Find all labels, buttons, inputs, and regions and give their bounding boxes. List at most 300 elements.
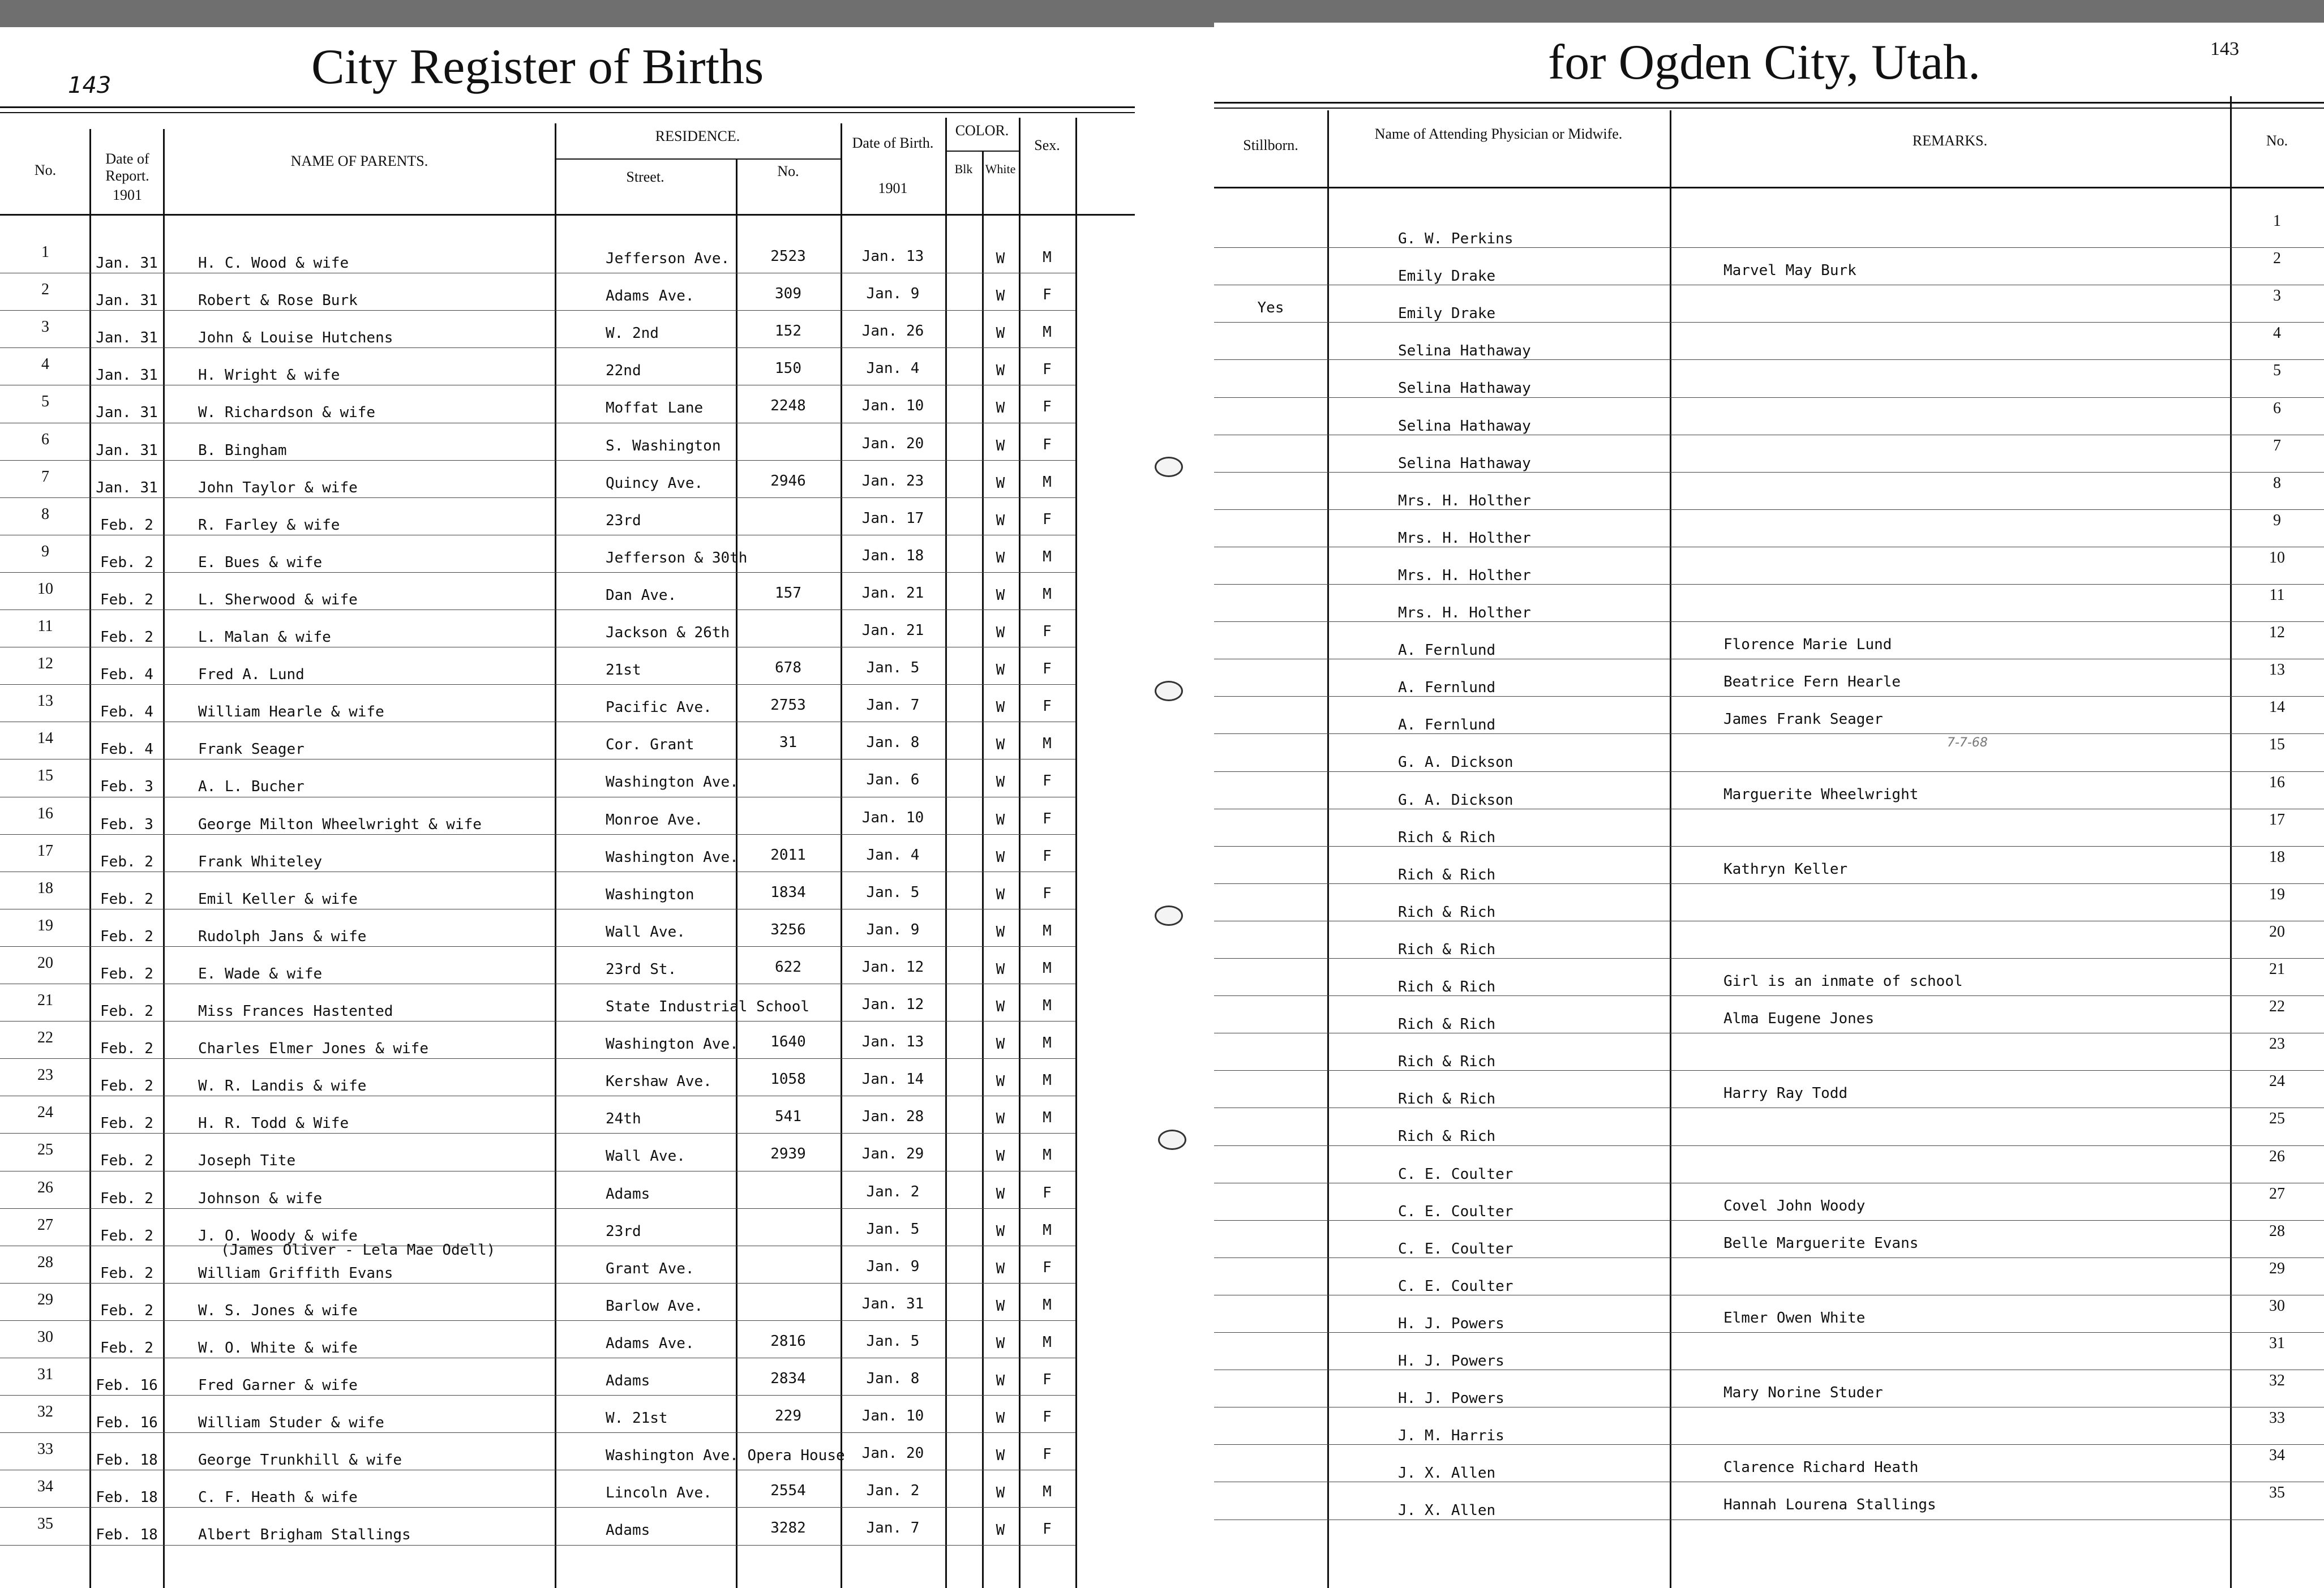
remarks: James Frank Seager: [1723, 711, 1883, 728]
residence-street: 23rd St.: [606, 960, 677, 978]
right-row-number: 10: [2269, 548, 2285, 566]
parents-name: W. O. White & wife: [198, 1339, 358, 1357]
residence-street: Adams: [606, 1522, 650, 1539]
attending-physician: Selina Hathaway: [1398, 454, 1531, 472]
color-white: W: [996, 512, 1005, 529]
birth-date: Jan. 20: [861, 435, 924, 452]
birth-date: Jan. 26: [861, 323, 924, 340]
row-number: 6: [41, 430, 49, 448]
remarks: Elmer Owen White: [1723, 1309, 1866, 1327]
birth-date: Jan. 13: [861, 248, 924, 265]
row-divider: [0, 1208, 1075, 1209]
right-row-number: 29: [2269, 1259, 2285, 1277]
pencil-note: 7-7-68: [1947, 736, 1988, 750]
residence-street: Monroe Ave.: [606, 811, 704, 829]
report-date: Feb. 2: [100, 1227, 153, 1244]
report-date: Jan. 31: [96, 479, 158, 496]
residence-street: Cor. Grant: [606, 736, 694, 754]
row-divider: [0, 1432, 1075, 1433]
attending-physician: A. Fernlund: [1398, 642, 1496, 659]
sex: M: [1043, 735, 1052, 753]
birth-date: Jan. 5: [866, 1220, 920, 1238]
sex: F: [1043, 1184, 1052, 1201]
birth-date: Jan. 5: [866, 1332, 920, 1350]
sex: M: [1043, 1333, 1052, 1351]
sex: M: [1043, 324, 1052, 341]
parents-name: Johnson & wife: [198, 1190, 323, 1207]
birth-date: Jan. 18: [861, 547, 924, 564]
birth-date: Jan. 7: [866, 1520, 920, 1537]
residence-number: 31: [779, 734, 797, 752]
right-row-number: 15: [2269, 736, 2285, 754]
report-date: Feb. 2: [100, 1078, 153, 1095]
residence-street: Dan Ave.: [606, 586, 677, 604]
parents-name: E. Bues & wife: [198, 553, 323, 571]
row-divider: [1214, 397, 2324, 398]
parents-name: R. Farley & wife: [198, 516, 340, 534]
color-white: W: [996, 1036, 1005, 1053]
row-number: 16: [37, 804, 53, 822]
parents-name: John Taylor & wife: [198, 479, 358, 496]
sex: M: [1043, 1221, 1052, 1239]
row-divider: [1214, 771, 2324, 772]
residence-number: 229: [775, 1407, 801, 1425]
row-number: 9: [41, 542, 49, 560]
row-number: 26: [37, 1178, 53, 1196]
right-header-top-rule: [1214, 102, 2324, 104]
parents-name: J. O. Woody & wife: [198, 1227, 358, 1244]
residence-street: 23rd: [606, 512, 641, 529]
row-number: 2: [41, 281, 49, 299]
residence-number: 2011: [770, 846, 806, 864]
right-header-top-rule-2: [1214, 108, 2324, 109]
report-date: Feb. 4: [100, 741, 153, 758]
attending-physician: H. J. Powers: [1398, 1353, 1504, 1370]
remarks: Florence Marie Lund: [1723, 636, 1892, 654]
residence-number: 1058: [770, 1071, 806, 1088]
sex: F: [1043, 698, 1052, 715]
birth-date: Jan. 14: [861, 1071, 924, 1088]
report-date: Feb. 2: [100, 553, 153, 571]
attending-physician: C. E. Coulter: [1398, 1277, 1513, 1295]
color-white: W: [996, 400, 1005, 417]
parents-name: E. Wade & wife: [198, 965, 323, 982]
report-date: Feb. 4: [100, 666, 153, 684]
residence-number: 1640: [770, 1033, 806, 1051]
color-white: W: [996, 549, 1005, 566]
report-date: Feb. 16: [96, 1414, 158, 1432]
parents-name: Albert Brigham Stallings: [198, 1526, 411, 1544]
sex: F: [1043, 772, 1052, 790]
birth-date: Jan. 4: [866, 846, 920, 864]
report-date: Feb. 2: [100, 928, 153, 945]
parents-name: William Studer & wife: [198, 1414, 384, 1432]
birth-date: Jan. 10: [861, 809, 924, 826]
report-date: Feb. 18: [96, 1452, 158, 1469]
residence-street: 23rd: [606, 1222, 641, 1240]
attending-physician: Rich & Rich: [1398, 866, 1496, 883]
birth-date: Jan. 17: [861, 509, 924, 527]
residence-street: W. 2nd: [606, 325, 659, 342]
report-date: Feb. 18: [96, 1489, 158, 1507]
row-number: 33: [37, 1440, 53, 1458]
residence-street: Washington Ave.: [606, 848, 739, 866]
remarks: Belle Marguerite Evans: [1723, 1234, 1919, 1252]
report-date: Feb. 16: [96, 1377, 158, 1394]
color-white: W: [996, 362, 1005, 380]
color-white: W: [996, 624, 1005, 641]
birth-date: Jan. 9: [866, 285, 920, 303]
sex: F: [1043, 810, 1052, 827]
report-date: Feb. 2: [100, 629, 153, 646]
parents-name: George Milton Wheelwright & wife: [198, 816, 482, 833]
right-row-number: 35: [2269, 1484, 2285, 1502]
right-row-number: 30: [2269, 1297, 2285, 1315]
col-line-9: [1075, 118, 1077, 1588]
right-row-number: 5: [2273, 362, 2281, 380]
row-divider: [1214, 472, 2324, 473]
header-street-no: No.: [777, 163, 799, 179]
row-divider: [0, 1021, 1075, 1022]
right-row-number: 4: [2273, 324, 2281, 342]
attending-physician: G. A. Dickson: [1398, 754, 1513, 771]
parents-name: Frank Whiteley: [198, 853, 323, 870]
row-divider: [1214, 322, 2324, 323]
row-divider: [1214, 733, 2324, 734]
row-divider: [0, 946, 1075, 947]
birth-date: Jan. 5: [866, 659, 920, 677]
right-row-number: 26: [2269, 1147, 2285, 1165]
color-white: W: [996, 250, 1005, 267]
attending-physician: C. E. Coulter: [1398, 1203, 1513, 1220]
parents-annotation: (James Oliver - Lela Mae Odell): [221, 1242, 496, 1259]
row-number: 21: [37, 992, 53, 1009]
residence-street: Wall Ave.: [606, 1148, 685, 1165]
right-row-number: 24: [2269, 1072, 2285, 1091]
header-date-of-report: Date of Report.: [105, 151, 149, 184]
color-white: W: [996, 1447, 1005, 1465]
color-white: W: [996, 325, 1005, 342]
row-number: 11: [37, 617, 53, 635]
residence-street: Jefferson Ave.: [606, 250, 730, 267]
sex: F: [1043, 847, 1052, 865]
residence-street: Jackson & 26th: [606, 624, 730, 641]
color-white: W: [996, 437, 1005, 454]
sex: F: [1043, 436, 1052, 453]
birth-date: Jan. 21: [861, 584, 924, 602]
parents-name: W. R. Landis & wife: [198, 1078, 367, 1095]
row-divider: [1214, 1070, 2324, 1071]
remarks: Covel John Woody: [1723, 1197, 1866, 1214]
sex: M: [1043, 1296, 1052, 1314]
parents-name: Frank Seager: [198, 741, 305, 758]
parents-name: William Hearle & wife: [198, 703, 384, 721]
right-row-number: 14: [2269, 698, 2285, 716]
sex: F: [1043, 361, 1052, 379]
row-divider: [0, 572, 1075, 573]
right-header-bottom-rule: [1214, 187, 2324, 188]
remarks: Mary Norine Studer: [1723, 1384, 1883, 1402]
row-number: 22: [37, 1029, 53, 1047]
residence-street: Adams Ave.: [606, 287, 694, 305]
attending-physician: Rich & Rich: [1398, 941, 1496, 958]
residence-number: 622: [775, 958, 801, 976]
row-divider: [0, 834, 1075, 835]
right-col-line-3: [2230, 96, 2232, 1588]
birth-date: Jan. 5: [866, 883, 920, 901]
sex: M: [1043, 1147, 1052, 1164]
report-date: Feb. 2: [100, 1152, 153, 1170]
header-stillborn: Stillborn.: [1243, 137, 1298, 153]
residence-street: Adams: [606, 1372, 650, 1389]
parents-name: B. Bingham: [198, 441, 287, 459]
color-white: W: [996, 1073, 1005, 1091]
remarks: Marguerite Wheelwright: [1723, 786, 1919, 803]
row-divider: [1214, 883, 2324, 884]
right-row-number: 25: [2269, 1110, 2285, 1128]
residence-street: Washington: [606, 886, 694, 903]
parents-name: W. S. Jones & wife: [198, 1302, 358, 1319]
header-color: COLOR.: [955, 122, 1009, 139]
remarks: Beatrice Fern Hearle: [1723, 673, 1901, 691]
parents-name: A. L. Bucher: [198, 778, 305, 796]
row-number: 35: [37, 1515, 53, 1533]
birth-date: Jan. 9: [866, 1257, 920, 1275]
color-white: W: [996, 1260, 1005, 1277]
sex: M: [1043, 249, 1052, 266]
residence-number: 152: [775, 323, 801, 340]
right-row-number: 33: [2269, 1409, 2285, 1427]
residence-street: Grant Ave.: [606, 1260, 694, 1277]
residence-number: 150: [775, 360, 801, 377]
attending-physician: Emily Drake: [1398, 305, 1496, 323]
attending-physician: G. A. Dickson: [1398, 791, 1513, 809]
color-white: W: [996, 1297, 1005, 1315]
remarks: Kathryn Keller: [1723, 860, 1848, 878]
row-divider: [0, 310, 1075, 311]
birth-date: Jan. 23: [861, 472, 924, 490]
birth-date: Jan. 28: [861, 1108, 924, 1126]
parents-name: C. F. Heath & wife: [198, 1489, 358, 1507]
row-number: 13: [37, 692, 53, 710]
residence-number: 309: [775, 285, 801, 303]
right-row-number: 27: [2269, 1184, 2285, 1203]
attending-physician: J. M. Harris: [1398, 1427, 1504, 1445]
report-date: Jan. 31: [96, 329, 158, 347]
row-divider: [1214, 958, 2324, 959]
color-white: W: [996, 586, 1005, 604]
residence-street: State Industrial School: [606, 998, 810, 1015]
row-divider: [1214, 1220, 2324, 1221]
birth-date: Jan. 12: [861, 996, 924, 1013]
parents-name: L. Malan & wife: [198, 629, 331, 646]
remarks: Clarence Richard Heath: [1723, 1459, 1919, 1477]
binder-hole: [1155, 905, 1183, 926]
row-divider: [1214, 1145, 2324, 1146]
report-date: Feb. 2: [100, 853, 153, 870]
residence-number: 2753: [770, 697, 806, 714]
color-white: W: [996, 1410, 1005, 1427]
attending-physician: C. E. Coulter: [1398, 1240, 1513, 1257]
report-date: Feb. 2: [100, 516, 153, 534]
parents-name: Emil Keller & wife: [198, 890, 358, 908]
parents-name: W. Richardson & wife: [198, 404, 376, 422]
sex: M: [1043, 922, 1052, 939]
right-row-number: 28: [2269, 1222, 2285, 1240]
header-remarks: REMARKS.: [1912, 132, 1988, 149]
residence-number: 2946: [770, 472, 806, 490]
birth-date: Jan. 10: [861, 397, 924, 415]
parents-name: H. C. Wood & wife: [198, 255, 349, 272]
row-divider: [0, 1283, 1075, 1284]
report-date: Feb. 2: [100, 1339, 153, 1357]
row-number: 15: [37, 767, 53, 785]
right-row-number: 21: [2269, 960, 2285, 978]
right-row-number: 3: [2273, 287, 2281, 305]
sex: M: [1043, 959, 1052, 977]
right-row-number: 11: [2269, 586, 2285, 604]
right-col-line-2: [1670, 110, 1671, 1588]
remarks: Alma Eugene Jones: [1723, 1010, 1875, 1028]
residence-street: S. Washington: [606, 437, 721, 454]
right-row-number: 6: [2273, 399, 2281, 417]
residence-subheader-rule: [555, 158, 841, 160]
sex: F: [1043, 1446, 1052, 1463]
row-divider: [1214, 995, 2324, 996]
report-date: Jan. 31: [96, 367, 158, 384]
sex: F: [1043, 398, 1052, 416]
report-date: Jan. 31: [96, 404, 158, 422]
report-date: Feb. 2: [100, 1190, 153, 1207]
birth-date: Jan. 31: [861, 1295, 924, 1312]
birth-date: Jan. 20: [861, 1445, 924, 1462]
row-number: 29: [37, 1290, 53, 1308]
right-row-number: 1: [2273, 212, 2281, 230]
birth-date: Jan. 9: [866, 921, 920, 938]
report-date: Feb. 3: [100, 778, 153, 796]
header-bottom-rule: [0, 214, 1135, 216]
header-street: Street.: [626, 169, 664, 185]
right-row-number: 22: [2269, 998, 2285, 1016]
report-date: Feb. 2: [100, 591, 153, 608]
residence-number: 678: [775, 659, 801, 677]
right-row-number: 23: [2269, 1035, 2285, 1053]
report-date: Feb. 4: [100, 703, 153, 721]
parents-name: Fred Garner & wife: [198, 1377, 358, 1394]
sex: M: [1043, 997, 1052, 1014]
attending-physician: G. W. Perkins: [1398, 230, 1513, 247]
row-number: 17: [37, 842, 53, 860]
attending-physician: H. J. Powers: [1398, 1315, 1504, 1332]
birth-date: Jan. 4: [866, 360, 920, 377]
parents-name: George Trunkhill & wife: [198, 1452, 402, 1469]
report-date: Feb. 2: [100, 1302, 153, 1319]
attending-physician: Mrs. H. Holther: [1398, 529, 1531, 547]
residence-number: 2248: [770, 397, 806, 415]
attending-physician: Rich & Rich: [1398, 903, 1496, 921]
stillborn-flag: Yes: [1257, 299, 1284, 317]
row-divider: [1214, 509, 2324, 510]
residence-street: Lincoln Ave.: [606, 1484, 712, 1502]
row-number: 27: [37, 1216, 53, 1234]
attending-physician: Mrs. H. Holther: [1398, 566, 1531, 584]
row-divider: [0, 347, 1075, 348]
attending-physician: Selina Hathaway: [1398, 417, 1531, 435]
binder-hole: [1155, 681, 1183, 701]
color-white: W: [996, 998, 1005, 1015]
right-row-number: 19: [2269, 885, 2285, 903]
remarks: Harry Ray Todd: [1723, 1085, 1848, 1102]
parents-name: H. R. Todd & Wife: [198, 1115, 349, 1132]
report-date: Feb. 2: [100, 1003, 153, 1020]
color-white: W: [996, 1222, 1005, 1240]
header-date-of-birth: Date of Birth.: [852, 135, 934, 151]
header-top-rule: [0, 106, 1135, 108]
color-white: W: [996, 1484, 1005, 1502]
row-divider: [1214, 359, 2324, 360]
residence-number: 1834: [770, 883, 806, 901]
header-blk: Blk: [954, 162, 973, 176]
report-date: Feb. 2: [100, 1040, 153, 1058]
right-row-number: 18: [2269, 848, 2285, 866]
row-divider: [1214, 1444, 2324, 1445]
row-divider: [1214, 1332, 2324, 1333]
residence-street: W. 21st: [606, 1410, 668, 1427]
residence-street: Pacific Ave.: [606, 699, 712, 716]
parents-name: Fred A. Lund: [198, 666, 305, 684]
residence-street: Quincy Ave.: [606, 474, 704, 492]
header-top-rule-2: [0, 112, 1135, 113]
report-date: Jan. 31: [96, 255, 158, 272]
birth-date: Jan. 7: [866, 697, 920, 714]
row-number: 20: [37, 954, 53, 972]
col-line-3: [555, 123, 556, 1588]
color-white: W: [996, 774, 1005, 791]
birth-date: Jan. 21: [861, 622, 924, 639]
attending-physician: C. E. Coulter: [1398, 1165, 1513, 1183]
color-white: W: [996, 699, 1005, 716]
right-row-number: 8: [2273, 474, 2281, 492]
row-number: 19: [37, 916, 53, 934]
sex: F: [1043, 1409, 1052, 1426]
attending-physician: Rich & Rich: [1398, 1053, 1496, 1071]
report-date: Feb. 2: [100, 965, 153, 982]
row-divider: [1214, 247, 2324, 248]
sex: M: [1043, 1072, 1052, 1089]
sex: M: [1043, 548, 1052, 565]
residence-number: 2523: [770, 248, 806, 265]
color-white: W: [996, 662, 1005, 679]
handwritten-page-number: 143: [68, 72, 112, 98]
parents-name: Miss Frances Hastented: [198, 1003, 393, 1020]
sex: M: [1043, 585, 1052, 603]
header-report-year: 1901: [113, 187, 142, 203]
header-physician: Name of Attending Physician or Midwife.: [1374, 126, 1623, 142]
row-divider: [1214, 1257, 2324, 1258]
parents-name: L. Sherwood & wife: [198, 591, 358, 608]
row-number: 31: [37, 1366, 53, 1383]
report-date: Feb. 2: [100, 1115, 153, 1132]
parents-name: Charles Elmer Jones & wife: [198, 1040, 428, 1058]
row-number: 5: [41, 393, 49, 411]
attending-physician: Mrs. H. Holther: [1398, 604, 1531, 621]
row-divider: [0, 1545, 1075, 1546]
sex: F: [1043, 1371, 1052, 1388]
row-divider: [0, 497, 1075, 498]
color-white: W: [996, 960, 1005, 978]
sex: F: [1043, 885, 1052, 902]
row-number: 1: [41, 243, 49, 261]
